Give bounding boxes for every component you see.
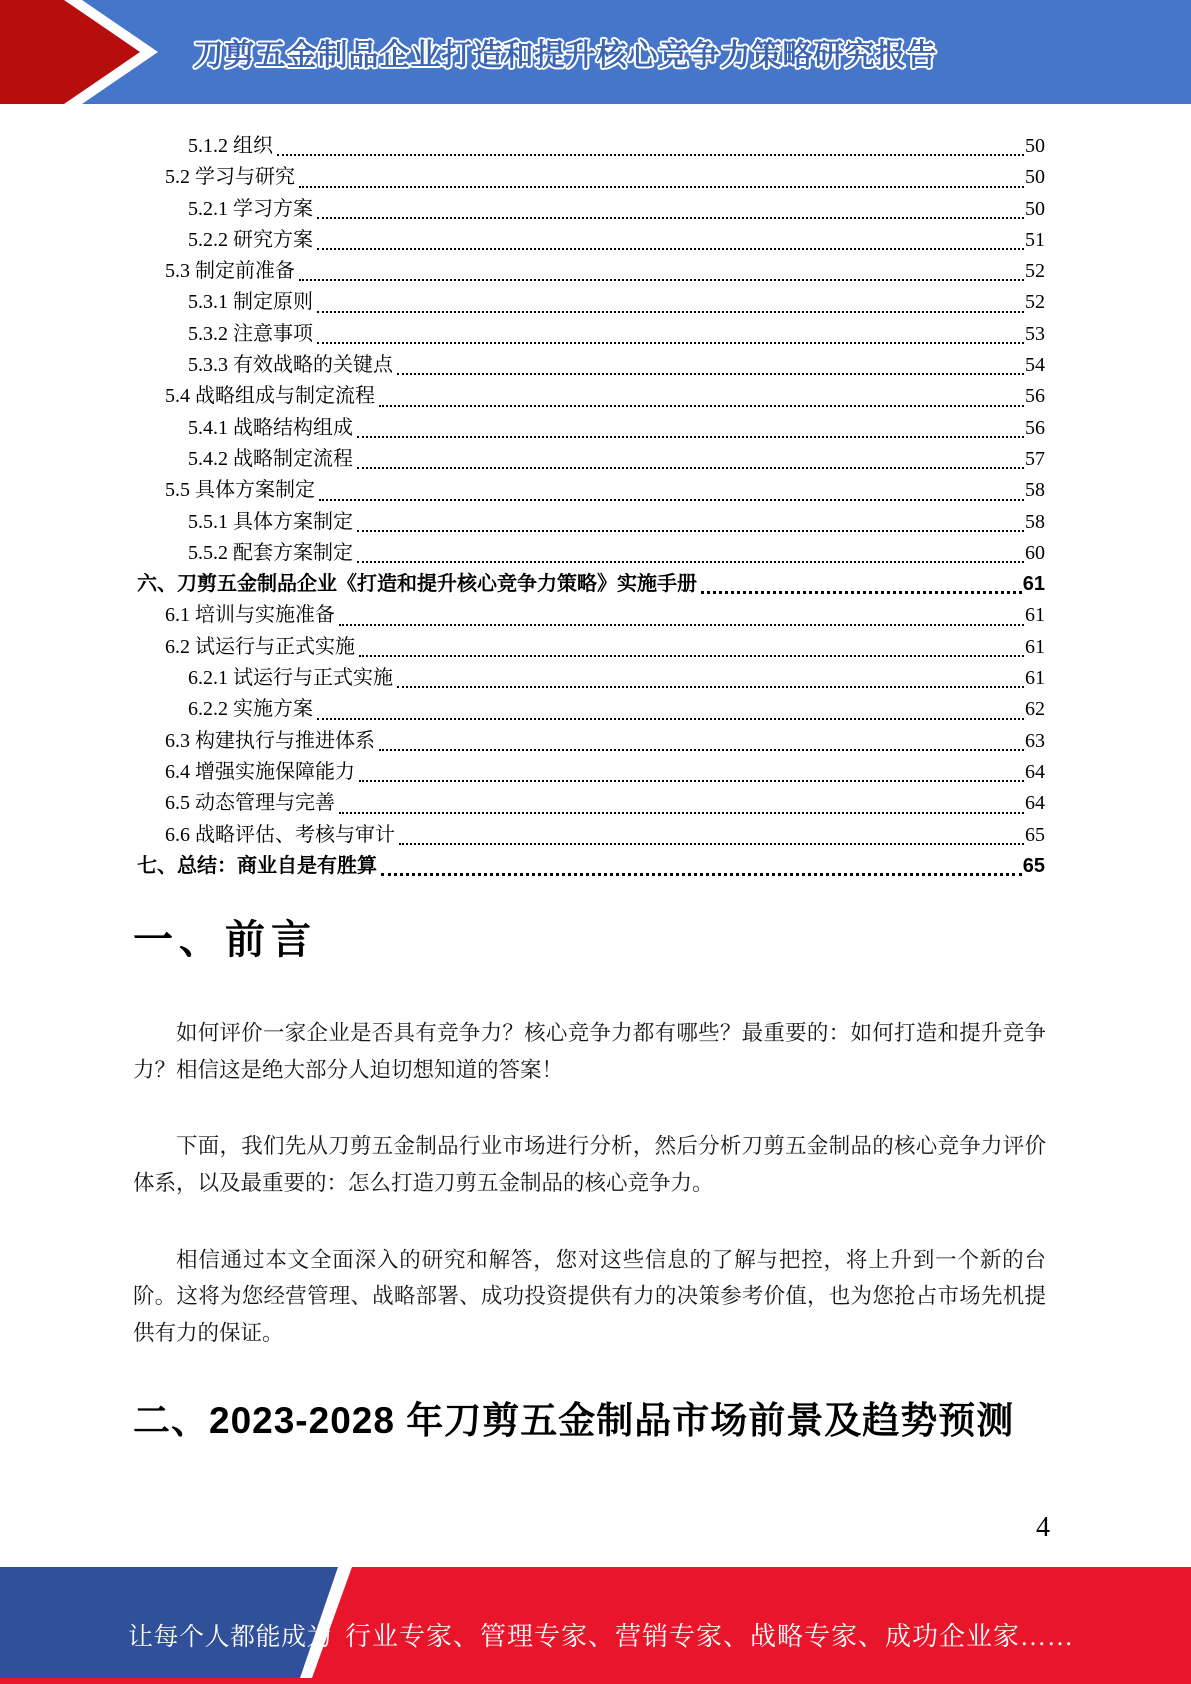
toc-entry[interactable] bbox=[137, 225, 1045, 256]
toc-entry-page: 64 bbox=[1025, 792, 1045, 815]
banner-title-wrap bbox=[0, 0, 1191, 104]
toc-entry-page: 61 bbox=[1022, 573, 1045, 596]
toc-entry[interactable] bbox=[137, 287, 1045, 318]
toc-leader-dots bbox=[701, 591, 1022, 594]
toc-entry[interactable] bbox=[137, 851, 1045, 882]
toc-entry[interactable] bbox=[137, 569, 1045, 600]
footer-slogan-right: 行业专家、管理专家、营销专家、战略专家、成功企业家…… bbox=[345, 1622, 1075, 1651]
toc-entry-label: 七、总结：商业自是有胜算 bbox=[137, 854, 377, 877]
toc-entry[interactable] bbox=[137, 350, 1045, 381]
toc-entry-label: 6.5 动态管理与完善 bbox=[165, 792, 335, 815]
toc-leader-dots bbox=[381, 873, 1022, 876]
toc-entry-page: 58 bbox=[1025, 510, 1045, 533]
toc-entry[interactable] bbox=[137, 194, 1045, 225]
toc-leader-dots bbox=[339, 812, 1024, 814]
toc-entry-label: 5.5 具体方案制定 bbox=[165, 479, 315, 502]
toc-leader-dots bbox=[359, 780, 1024, 782]
toc-entry-label: 5.4.1 战略结构组成 bbox=[188, 416, 353, 439]
toc-entry-page: 52 bbox=[1025, 260, 1045, 283]
toc-entry-page: 63 bbox=[1025, 729, 1045, 752]
toc-entry-page: 64 bbox=[1025, 760, 1045, 783]
toc-entry-label: 5.2.2 研究方案 bbox=[188, 228, 313, 251]
toc-entry-label: 5.3.2 注意事项 bbox=[188, 322, 313, 345]
toc-entry[interactable] bbox=[137, 694, 1045, 725]
toc-entry-page: 52 bbox=[1025, 291, 1045, 314]
body-paragraph: 如何评价一家企业是否具有竞争力？核心竞争力都有哪些？最重要的：如何打造和提升竞争力？相信这是绝大部分人迫切想知道的答案！ bbox=[133, 1021, 1046, 1082]
toc-leader-dots bbox=[399, 843, 1024, 845]
toc-entry-label: 5.2.1 学习方案 bbox=[188, 197, 313, 220]
toc-entry-label: 5.5.2 配套方案制定 bbox=[188, 541, 353, 564]
toc-entry-label: 5.3.3 有效战略的关键点 bbox=[188, 354, 393, 377]
toc-entry[interactable] bbox=[137, 381, 1045, 412]
toc-entry-label: 5.2 学习与研究 bbox=[165, 166, 295, 189]
toc-entry[interactable] bbox=[137, 507, 1045, 538]
toc-entry-page: 54 bbox=[1025, 354, 1045, 377]
toc-entry[interactable] bbox=[137, 788, 1045, 819]
report-header-banner bbox=[0, 0, 1191, 104]
toc-leader-dots bbox=[357, 467, 1024, 469]
toc-entry-page: 53 bbox=[1025, 322, 1045, 345]
toc-entry-label: 5.4 战略组成与制定流程 bbox=[165, 385, 375, 408]
toc-entry-label: 6.2.1 试运行与正式实施 bbox=[188, 667, 393, 690]
toc-leader-dots bbox=[397, 686, 1024, 688]
toc-entry-label: 6.3 构建执行与推进体系 bbox=[165, 729, 375, 752]
toc-entry-label: 6.6 战略评估、考核与审计 bbox=[165, 823, 395, 846]
toc-entry-page: 51 bbox=[1025, 228, 1045, 251]
toc-entry-label: 5.3 制定前准备 bbox=[165, 260, 295, 283]
document-body bbox=[133, 917, 1046, 1445]
toc-leader-dots bbox=[299, 186, 1024, 188]
report-title: 刀剪五金制品企业打造和提升核心竞争力策略研究报告 bbox=[193, 39, 938, 72]
toc-entry[interactable] bbox=[137, 726, 1045, 757]
toc-entry-page: 50 bbox=[1025, 197, 1045, 220]
toc-entry[interactable] bbox=[137, 131, 1045, 162]
toc-entry[interactable] bbox=[137, 413, 1045, 444]
toc-entry-label: 6.1 培训与实施准备 bbox=[165, 604, 335, 627]
toc-entry-page: 50 bbox=[1025, 166, 1045, 189]
toc-leader-dots bbox=[339, 624, 1024, 626]
toc-entry[interactable] bbox=[137, 663, 1045, 694]
toc-entry-page: 61 bbox=[1025, 635, 1045, 658]
toc-entry-page: 58 bbox=[1025, 479, 1045, 502]
toc-leader-dots bbox=[359, 655, 1024, 657]
toc-leader-dots bbox=[317, 217, 1024, 219]
toc-entry-label: 5.4.2 战略制定流程 bbox=[188, 447, 353, 470]
toc-leader-dots bbox=[379, 749, 1024, 751]
toc-leader-dots bbox=[357, 561, 1024, 563]
toc-entry-page: 65 bbox=[1022, 854, 1045, 877]
toc-entry-label: 5.5.1 具体方案制定 bbox=[188, 510, 353, 533]
toc-entry-label: 5.3.1 制定原则 bbox=[188, 291, 313, 314]
toc-leader-dots bbox=[357, 436, 1024, 438]
toc-entry[interactable] bbox=[137, 600, 1045, 631]
toc-leader-dots bbox=[397, 373, 1024, 375]
toc-entry[interactable] bbox=[137, 256, 1045, 287]
toc-entry[interactable] bbox=[137, 757, 1045, 788]
toc-entry[interactable] bbox=[137, 820, 1045, 851]
toc-entry[interactable] bbox=[137, 632, 1045, 663]
toc-leader-dots bbox=[317, 718, 1024, 720]
toc-entry-label: 6.2.2 实施方案 bbox=[188, 698, 313, 721]
toc-entry[interactable] bbox=[137, 319, 1045, 350]
toc-entry-label: 6.4 增强实施保障能力 bbox=[165, 760, 355, 783]
toc-leader-dots bbox=[299, 279, 1024, 281]
toc-entry[interactable] bbox=[137, 538, 1045, 569]
toc-entry-page: 65 bbox=[1025, 823, 1045, 846]
section-heading: 二、2023-2028 年刀剪五金制品市场前景及趋势预测 bbox=[133, 1400, 1015, 1442]
toc-leader-dots bbox=[317, 248, 1024, 250]
toc-entry-page: 57 bbox=[1025, 447, 1045, 470]
toc-leader-dots bbox=[319, 499, 1024, 501]
toc-entry[interactable] bbox=[137, 475, 1045, 506]
toc-leader-dots bbox=[317, 311, 1024, 313]
toc-entry-label: 6.2 试运行与正式实施 bbox=[165, 635, 355, 658]
toc-entry[interactable] bbox=[137, 444, 1045, 475]
footer-slogan-left: 让每个人都能成为 bbox=[128, 1624, 333, 1651]
toc-entry-page: 60 bbox=[1025, 541, 1045, 564]
toc-leader-dots bbox=[277, 154, 1024, 156]
toc-leader-dots bbox=[357, 530, 1024, 532]
toc-entry-page: 56 bbox=[1025, 416, 1045, 439]
toc-leader-dots bbox=[317, 342, 1024, 344]
toc-entry-label: 六、刀剪五金制品企业《打造和提升核心竞争力策略》实施手册 bbox=[137, 573, 697, 596]
toc-entry[interactable] bbox=[137, 162, 1045, 193]
toc-entry-page: 62 bbox=[1025, 698, 1045, 721]
page-number: 4 bbox=[1036, 1512, 1050, 1543]
footer-band bbox=[0, 1567, 1191, 1684]
toc-entry-page: 50 bbox=[1025, 135, 1045, 157]
toc-entry-page: 61 bbox=[1025, 667, 1045, 690]
body-paragraph: 相信通过本文全面深入的研究和解答，您对这些信息的了解与把控，将上升到一个新的台阶。这将为您经营管理、战略部署、成功投资提供有力的决策参考价值，也为您抢占市场先机提供有力的保证。 bbox=[133, 1247, 1046, 1345]
toc bbox=[137, 131, 1045, 882]
toc-entry-label: 5.1.2 组织 bbox=[188, 135, 273, 157]
toc-entry-page: 61 bbox=[1025, 604, 1045, 627]
body-paragraph: 下面，我们先从刀剪五金制品行业市场进行分析，然后分析刀剪五金制品的核心竞争力评价体系，以及最重要的：怎么打造刀剪五金制品的核心竞争力。 bbox=[133, 1134, 1046, 1195]
toc-leader-dots bbox=[379, 405, 1024, 407]
toc-entry-page: 56 bbox=[1025, 385, 1045, 408]
section-heading: 一、前言 bbox=[133, 918, 317, 963]
